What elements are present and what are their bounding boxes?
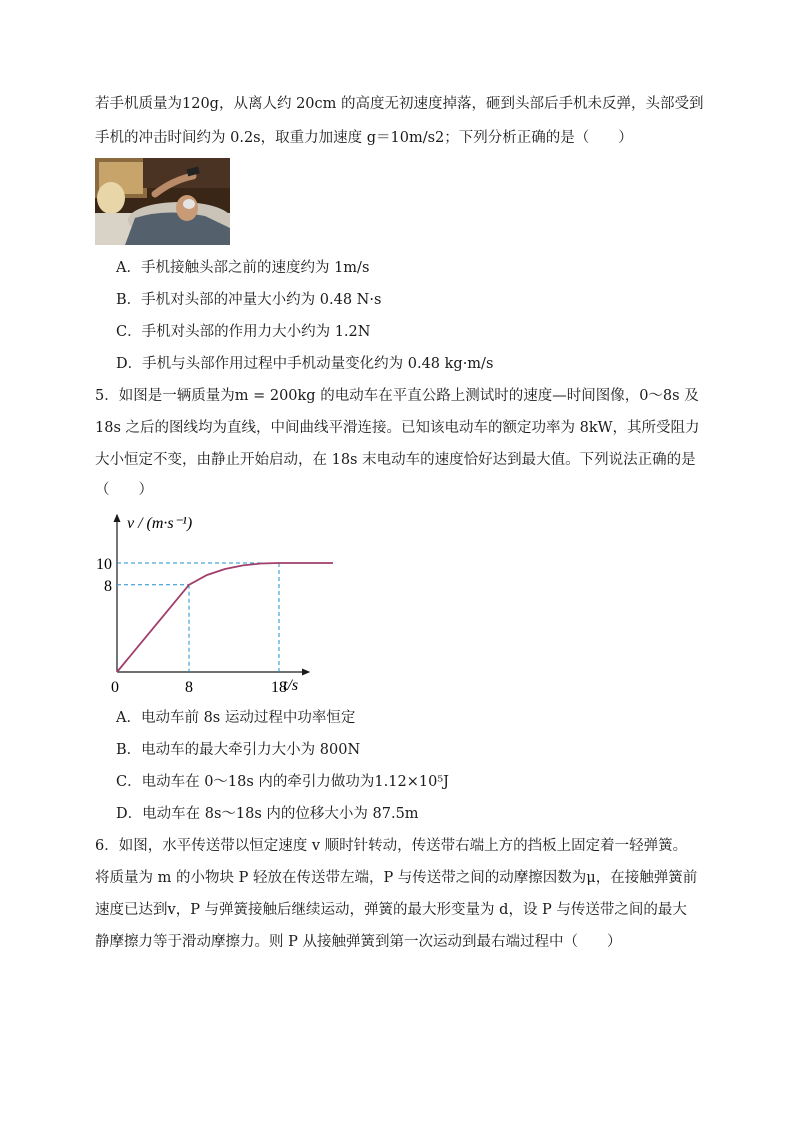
q4-stem-line-1: 若手机质量为120g，从离人约 20cm 的高度无初速度掉落，砸到头部后手机未反弹，头部受到 bbox=[95, 96, 704, 112]
q5-option-c: C．电动车在 0～18s 内的牵引力做功为1.12×10⁵J bbox=[116, 774, 449, 790]
origin-label: 0 bbox=[111, 679, 119, 696]
q6-stem-line-1: 6．如图，水平传送带以恒定速度 v 顺时针转动，传送带右端上方的挡板上固定着一轻弹簧。 bbox=[95, 838, 688, 854]
q5-stem-line-2: 18s 之后的图线均为直线，中间曲线平滑连接。已知该电动车的额定功率为 8kW，其所受阻力 bbox=[95, 420, 700, 436]
q5-option-d: D．电动车在 8s～18s 内的位移大小为 87.5m bbox=[116, 806, 419, 822]
q4-option-c: C．手机对头部的作用力大小约为 1.2N bbox=[116, 324, 371, 340]
y-tick-label-1: 10 bbox=[96, 556, 112, 573]
q6-stem-line-2: 将质量为 m 的小物块 P 轻放在传送带左端，P 与传送带之间的动摩擦因数为μ，在接触弹簧前 bbox=[95, 870, 698, 886]
q5-stem-line-1: 5．如图是一辆质量为m = 200kg 的电动车在平直公路上测试时的速度—时间图像，0～8s 及 bbox=[95, 388, 699, 404]
q5-stem-line-3: 大小恒定不变，由静止开始启动，在 18s 末电动车的速度恰好达到最大值。下列说法正确的是 bbox=[95, 452, 696, 468]
x-tick-label-1: 18 bbox=[271, 679, 287, 696]
q4-option-b: B．手机对头部的冲量大小约为 0.48 N·s bbox=[116, 292, 382, 308]
q5-option-a: A．电动车前 8s 运动过程中功率恒定 bbox=[116, 710, 356, 726]
phone-photo bbox=[95, 158, 230, 245]
q4-stem-line-2: 手机的冲击时间约为 0.2s，取重力加速度 g＝10m/s2；下列分析正确的是（ ） bbox=[95, 130, 633, 146]
q6-stem-line-4: 静摩擦力等于滑动摩擦力。则 P 从接触弹簧到第一次运动到最右端过程中（ ） bbox=[95, 934, 622, 950]
q4-option-d: D．手机与头部作用过程中手机动量变化约为 0.48 kg·m/s bbox=[116, 356, 494, 372]
q6-stem-line-3: 速度已达到v，P 与弹簧接触后继续运动，弹簧的最大形变量为 d，设 P 与传送带之间的最大 bbox=[95, 902, 687, 918]
q5-option-b: B．电动车的最大牵引力大小为 800N bbox=[116, 742, 361, 758]
velocity-curve bbox=[117, 563, 333, 672]
velocity-time-chart bbox=[95, 505, 335, 700]
q5-stem-line-4: （ ） bbox=[95, 482, 153, 498]
x-tick-label-0: 8 bbox=[185, 679, 193, 696]
x-axis-label: t/s bbox=[283, 677, 299, 694]
q4-option-a: A．手机接触头部之前的速度约为 1m/s bbox=[116, 260, 370, 276]
y-tick-label-0: 8 bbox=[104, 577, 112, 595]
y-axis-label: v / (m·s⁻¹) bbox=[127, 515, 193, 532]
